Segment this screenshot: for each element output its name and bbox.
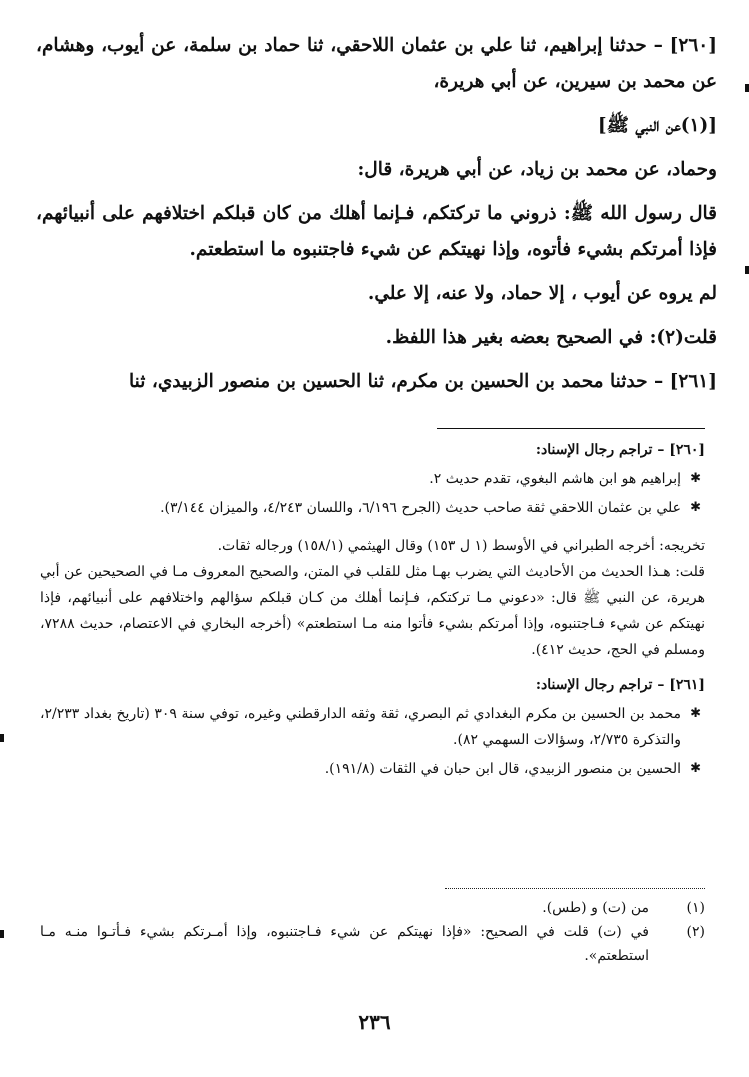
bracketed-insertion: [(١)عن النبي ﷺ] [597, 115, 717, 136]
margin-mark [745, 266, 749, 274]
main-text [36, 28, 717, 400]
page-number: ٢٣٦ [358, 1010, 391, 1034]
qult-note: قلت: هـذا الحديث من الأحاديث التي يضرب بهـا مثل للقلب في المتن، والصحيح المعروف مـا في الصحيحين عن أبي هريرة، عن النبي ﷺ قال: «دعوني مـا تركتكم، فـإنما أهلك من كـان قبلكم سؤالهم واختلافهم على أنبيائهم، فإذا نهيتكم عن شيء فـاجتنبوه، وإذا أمرتكم بشيء فأتوا منه مـا استطعتم» (أخرجه البخاري في الاعتصام، حديث ٧٢٨٨، ومسلم في الحج، حديث ٤١٢). [40, 564, 705, 658]
footnote [40, 896, 705, 920]
footnote-number: (١) [686, 900, 705, 916]
hadith-260-chain: [٢٦٠] – حدثنا إبراهيم، ثنا علي بن عثمان اللاحقي، ثنا حماد بن سلمة، عن أيوب، وهشام، عن محمد بن سيرين، عن أبي هريرة، [36, 35, 717, 92]
footnote-number: (٢) [686, 924, 705, 940]
footnote [40, 920, 705, 968]
note-260-heading: [٢٦٠] – تراجم رجال الإسناد: [535, 442, 705, 458]
footnote-text: من (ت) و (طس). [542, 900, 649, 916]
note-260-bullet: ✱ علي بن عثمان اللاحقي ثقة صاحب حديث (الجرح ٦/١٩٦، واللسان ٤/٢٤٣، والميزان ٣/١٤٤). [40, 495, 705, 521]
qult-comment: قلت(٢): في الصحيح بعضه بغير هذا اللفظ. [385, 327, 717, 348]
note-261-bullet: ✱ محمد بن الحسين بن مكرم البغدادي ثم البصري، ثقة وثقه الدارقطني وغيره، توفي سنة ٣٠٩ (تاريخ بغداد ٢/٢٣٣، والتذكرة ٢/٧٣٥، وسؤالات السهمي ٨٢). [40, 701, 705, 753]
commentary-notes [40, 436, 705, 785]
hadith-261-start: [٢٦١] – حدثنا محمد بن الحسين بن مكرم، ثنا الحسين بن منصور الزبيدي، ثنا [129, 371, 717, 392]
takhrij-note: تخريجه: أخرجه الطبراني في الأوسط (١ ل ١٥٣) وقال الهيثمي (١٥٨/١) ورجاله ثقات. [217, 538, 705, 554]
margin-mark [0, 734, 4, 742]
second-chain: وحماد، عن محمد بن زياد، عن أبي هريرة، قال: [357, 159, 717, 180]
footnote-separator [445, 888, 705, 889]
footnote-text: في (ت) قلت في الصحيح: «فإذا نهيتكم عن شيء فـاجتنبوه، وإذا أمـرتكم بشيء فـأتـوا منـه مـا استطعتم». [40, 924, 649, 964]
note-261-heading: [٢٦١] – تراجم رجال الإسناد: [535, 677, 705, 693]
hadith-text: قال رسول الله ﷺ: ذروني ما تركتكم، فـإنما أهلك من كان قبلكم اختلافهم على أنبيائهم، فإذا أمرتكم بشيء فأتوه، وإذا نهيتكم عن شيء فاجتنبوه ما استطعتم. [36, 203, 717, 260]
notes-separator [437, 428, 705, 429]
note-261-bullet: ✱ الحسين بن منصور الزبيدي، قال ابن حبان في الثقات (١٩١/٨). [40, 756, 705, 782]
margin-mark [745, 84, 749, 92]
note-260-bullet: ✱ إبراهيم هو ابن هاشم البغوي، تقدم حديث ٢. [40, 466, 705, 492]
footnotes [40, 896, 705, 968]
margin-mark [0, 930, 4, 938]
author-comment: لم يروه عن أيوب ، إلا حماد، ولا عنه، إلا علي. [367, 283, 717, 304]
